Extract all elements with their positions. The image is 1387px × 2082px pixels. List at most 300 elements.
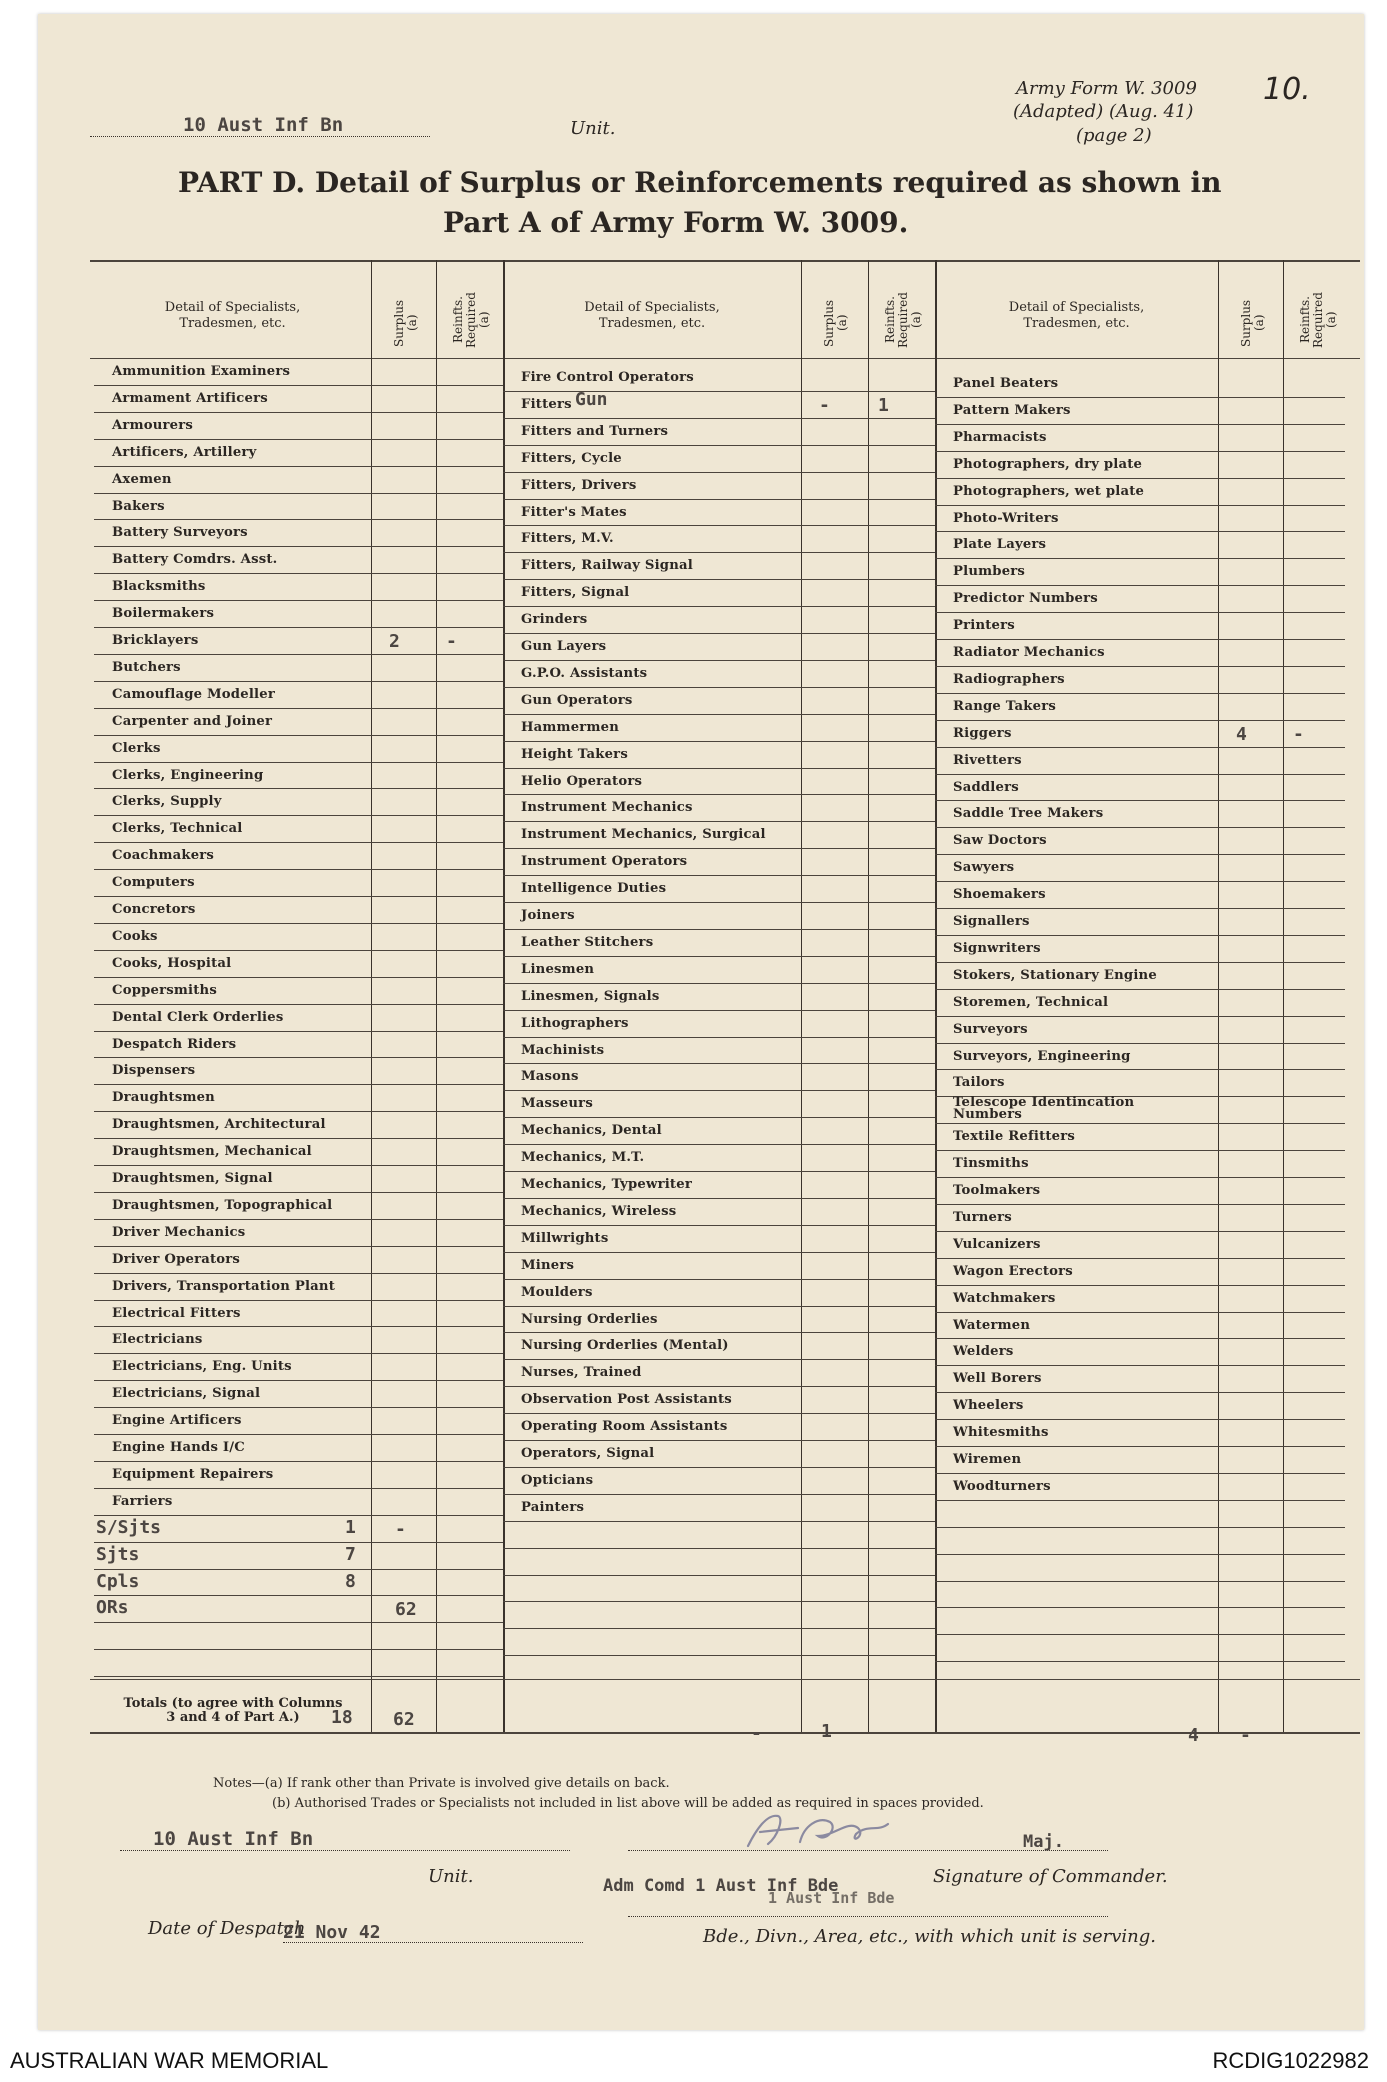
- table-row-line: [94, 1300, 503, 1301]
- table-row-line: [94, 1004, 503, 1005]
- table-row-label: Drivers, Transportation Plant: [112, 1278, 335, 1294]
- table-row-label: Telescope Identincation Numbers: [953, 1095, 1135, 1123]
- table-row-line: [94, 708, 503, 709]
- table-row-label: Bricklayers: [112, 633, 199, 648]
- table-row-line: [935, 1069, 1345, 1070]
- signoff-unit-label: Unit.: [428, 1866, 474, 1887]
- column-divider: [801, 260, 802, 1732]
- table-row-line: [94, 788, 503, 789]
- table-row-line: [935, 935, 1345, 936]
- table-row-line: [503, 1225, 935, 1226]
- reinf-entry: 1: [878, 394, 889, 416]
- table-row-label: Electricians, Eng. Units: [112, 1359, 292, 1375]
- rank-surplus: 8: [345, 1570, 356, 1592]
- table-row-line: [503, 821, 935, 822]
- signoff-unit-value: 10 Aust Inf Bn: [153, 1828, 314, 1850]
- table-row-label: Mechanics, M.T.: [521, 1150, 645, 1166]
- table-row-label: Electricians: [112, 1332, 203, 1348]
- header-reinf: Reinfts. Required (a): [451, 292, 491, 348]
- table-row-label: Photographers, wet plate: [953, 483, 1145, 499]
- table-row-line: [503, 1386, 935, 1387]
- header-detail: Detail of Specialists, Tradesmen, etc.: [584, 300, 720, 331]
- table-row-line: [935, 1123, 1345, 1124]
- header-reinf: Reinfts. Required (a): [1298, 292, 1338, 348]
- table-row-line: [503, 525, 935, 526]
- table-row-label: Toolmakers: [953, 1183, 1041, 1198]
- table-row-label: Battery Surveyors: [112, 525, 248, 541]
- table-row-line: [503, 929, 935, 930]
- table-row-line: [935, 1446, 1345, 1447]
- table-row-line: [94, 385, 503, 386]
- table-row-label: Clerks, Engineering: [112, 767, 264, 783]
- table-row-line: [94, 1488, 503, 1489]
- table-row-label: Draughtsmen: [112, 1090, 215, 1106]
- table-row-line: [935, 1500, 1345, 1501]
- table-row-label: Printers: [953, 618, 1015, 634]
- table-row-line: [94, 546, 503, 547]
- table-row-label: Watermen: [953, 1317, 1031, 1333]
- blank-row-line: [503, 1548, 935, 1549]
- blank-row-line: [935, 1527, 1345, 1528]
- table-row-line: [94, 1057, 503, 1058]
- table-row-line: [935, 1150, 1345, 1151]
- table-row-label: Wagon Erectors: [953, 1263, 1073, 1279]
- header-surplus: Surplus (a): [392, 299, 419, 347]
- table-row-line: [503, 1332, 935, 1333]
- table-row-line: [935, 1312, 1345, 1313]
- date-value: 21 Nov 42: [283, 1922, 381, 1943]
- blank-row-line: [94, 1622, 503, 1623]
- table-row-label: Bakers: [112, 498, 165, 514]
- table-row-label: Lithographers: [521, 1015, 629, 1031]
- table-row-label: Stokers, Stationary Engine: [953, 967, 1157, 983]
- table-row-label: Leather Stitchers: [521, 934, 654, 950]
- table-row-line: [935, 1473, 1345, 1474]
- rank-label: ORs: [96, 1597, 129, 1619]
- table-row-label: Surveyors, Engineering: [953, 1048, 1131, 1064]
- blank-row-line: [935, 1634, 1345, 1635]
- table-row-line: [503, 875, 935, 876]
- blank-row-line: [94, 1569, 503, 1570]
- table-row-line: [94, 923, 503, 924]
- table-row-label: Shoemakers: [953, 887, 1046, 903]
- table-top-border: [90, 260, 1360, 262]
- table-row-line: [94, 654, 503, 655]
- table-row-label: Electrical Fitters: [112, 1305, 241, 1321]
- table-row-label: Blacksmiths: [112, 579, 206, 595]
- table-row-line: [503, 1467, 935, 1468]
- header-detail: Detail of Specialists, Tradesmen, etc.: [164, 300, 301, 331]
- table-row-label: Cooks: [112, 928, 158, 944]
- form-paper: [38, 14, 1364, 2030]
- table-row-label: Helio Operators: [521, 773, 643, 789]
- table-row-label: Armament Artificers: [112, 390, 268, 406]
- table-row-label: Mechanics, Typewriter: [521, 1177, 692, 1192]
- table-row-line: [935, 1285, 1345, 1286]
- table-row-label: Miners: [521, 1257, 575, 1273]
- table-row-line: [94, 1380, 503, 1381]
- table-row-line: [503, 1359, 935, 1360]
- table-row-label: Instrument Mechanics: [521, 800, 693, 816]
- table-row-line: [935, 505, 1345, 506]
- table-row-line: [503, 445, 935, 446]
- table-row-label: Camouflage Modeller: [112, 686, 275, 702]
- table-row-line: [935, 424, 1345, 425]
- totals-label: Totals (to agree with Columns 3 and 4 of Part A.): [123, 1696, 343, 1725]
- table-row-line: [503, 391, 935, 392]
- table-row-label: Nurses, Trained: [521, 1365, 642, 1381]
- table-row-label: Surveyors: [953, 1021, 1028, 1037]
- footer-reference: RCDIG1022982: [1212, 2048, 1369, 2073]
- reinf-entry: -: [446, 631, 457, 652]
- totals-col2-surplus: -: [751, 1723, 762, 1744]
- table-row-label: Equipment Repairers: [112, 1466, 274, 1482]
- table-row-line: [503, 1279, 935, 1280]
- table-row-label: Joiners: [521, 908, 575, 923]
- group-divider: [503, 260, 505, 1732]
- table-row-line: [94, 977, 503, 978]
- table-row-label: Painters: [521, 1499, 585, 1515]
- table-row-line: [94, 735, 503, 736]
- table-row-label: Masons: [521, 1069, 579, 1085]
- table-row-line: [94, 842, 503, 843]
- table-row-label: Draughtsmen, Mechanical: [112, 1144, 312, 1160]
- table-row-line: [935, 1365, 1345, 1366]
- table-row-label: Despatch Riders: [112, 1036, 237, 1052]
- table-row-line: [503, 848, 935, 849]
- table-row-line: [94, 1192, 503, 1193]
- rank-reinf: -: [395, 1518, 406, 1540]
- table-row-line: [503, 687, 935, 688]
- form-number: Army Form W. 3009: [1016, 78, 1197, 99]
- table-row-label: Grinders: [521, 612, 588, 628]
- table-row-line: [935, 827, 1345, 828]
- totals-line: [90, 1679, 1360, 1680]
- column-divider: [1283, 260, 1284, 1732]
- table-row-line: [503, 1198, 935, 1199]
- date-line: [283, 1942, 583, 1943]
- table-row-line: [935, 666, 1345, 667]
- table-row-line: [94, 1111, 503, 1112]
- blank-row-line: [94, 1676, 503, 1677]
- table-row-label: Opticians: [521, 1472, 594, 1488]
- table-row-label: Gun Operators: [521, 692, 633, 708]
- table-row-label: Linesmen, Signals: [521, 988, 660, 1004]
- column-divider: [868, 260, 869, 1732]
- table-row-line: [503, 1010, 935, 1011]
- totals-col2-reinf: 1: [821, 1721, 832, 1742]
- unit-label: Unit.: [570, 118, 616, 139]
- table-row-line: [94, 681, 503, 682]
- table-row-label: Millwrights: [521, 1230, 609, 1246]
- table-row-label: Machinists: [521, 1042, 605, 1058]
- table-row-line: [94, 1138, 503, 1139]
- table-row-label: Fitters, Signal: [521, 585, 630, 601]
- table-row-label: Electricians, Signal: [112, 1386, 261, 1402]
- table-row-label: Instrument Operators: [521, 854, 688, 870]
- table-row-label: Engine Hands I/C: [112, 1440, 245, 1455]
- table-row-label: Mechanics, Dental: [521, 1123, 662, 1139]
- note-b: (b) Authorised Trades or Specialists not included in list above will be added as required in spaces provided.: [272, 1796, 984, 1811]
- table-row-line: [94, 627, 503, 628]
- surplus-entry: 2: [389, 631, 400, 652]
- table-row-line: [935, 720, 1345, 721]
- table-row-line: [503, 1440, 935, 1441]
- table-row-line: [503, 714, 935, 715]
- table-row-line: [503, 1494, 935, 1495]
- blank-row-line: [935, 1607, 1345, 1608]
- signoff-unit-line: [120, 1850, 570, 1851]
- table-row-label: Farriers: [112, 1493, 173, 1509]
- table-row-line: [94, 1031, 503, 1032]
- table-row-label: Range Takers: [953, 698, 1056, 714]
- table-row-label: Fitters and Turners: [521, 423, 669, 439]
- commander-signature: [738, 1806, 908, 1858]
- table-row-label: Predictor Numbers: [953, 591, 1098, 607]
- table-row-line: [503, 579, 935, 580]
- table-row-line: [94, 412, 503, 413]
- table-row-label: Clerks, Supply: [112, 794, 222, 810]
- blank-row-line: [94, 1542, 503, 1543]
- table-row-label: Pattern Makers: [953, 402, 1071, 418]
- table-row-label: Intelligence Duties: [521, 881, 667, 897]
- table-row-label: Axemen: [112, 471, 172, 487]
- table-row-line: [94, 815, 503, 816]
- table-row-label: Hammermen: [521, 719, 619, 735]
- table-row-line: [935, 612, 1345, 613]
- table-row-line: [94, 869, 503, 870]
- table-row-label: Driver Operators: [112, 1251, 241, 1267]
- table-row-label: Sawyers: [953, 860, 1015, 876]
- table-row-line: [935, 1231, 1345, 1232]
- table-row-label: Masseurs: [521, 1096, 593, 1112]
- table-row-line: [94, 950, 503, 951]
- rank-surplus: 1: [345, 1516, 356, 1538]
- table-row-line: [935, 1258, 1345, 1259]
- form-page: (page 2): [1076, 125, 1152, 146]
- table-row-line: [935, 1177, 1345, 1178]
- table-row-label: Driver Mechanics: [112, 1224, 246, 1240]
- formation-line: [628, 1916, 1108, 1917]
- totals-col3-reinf: -: [1240, 1725, 1251, 1746]
- table-row-label: Carpenter and Joiner: [112, 713, 273, 729]
- group-divider: [935, 260, 937, 1732]
- table-row-label: G.P.O. Assistants: [521, 665, 648, 681]
- blank-row-line: [935, 1581, 1345, 1582]
- table-row-label: Wiremen: [953, 1452, 1022, 1467]
- table-row-label: Saddlers: [953, 779, 1019, 795]
- table-row-label: Vulcanizers: [953, 1236, 1041, 1252]
- specialists-table: [38, 14, 1364, 1914]
- table-row-line: [503, 1306, 935, 1307]
- table-row-line: [94, 466, 503, 467]
- table-row-label: Welders: [953, 1344, 1014, 1360]
- table-row-label: Artificers, Artillery: [112, 444, 257, 460]
- table-row-line: [94, 1084, 503, 1085]
- table-row-line: [503, 552, 935, 553]
- table-row-label: Dental Clerk Orderlies: [112, 1009, 284, 1025]
- table-row-line: [935, 747, 1345, 748]
- table-row-label: Panel Beaters: [953, 376, 1059, 391]
- table-row-label: Fitters, Railway Signal: [521, 558, 693, 574]
- signature-label: Signature of Commander.: [933, 1866, 1168, 1887]
- table-row-line: [503, 1252, 935, 1253]
- table-row-label: Photo-Writers: [953, 510, 1059, 526]
- table-row-line: [503, 902, 935, 903]
- table-row-label: Draughtsmen, Signal: [112, 1171, 273, 1186]
- handwritten-note: Gun: [575, 388, 608, 410]
- table-row-label: Linesmen: [521, 961, 595, 977]
- table-row-line: [94, 896, 503, 897]
- table-row-line: [94, 1353, 503, 1354]
- table-row-line: [503, 1521, 935, 1522]
- table-row-line: [935, 585, 1345, 586]
- table-row-line: [503, 660, 935, 661]
- table-row-line: [935, 1392, 1345, 1393]
- table-bottom-border: [90, 1732, 1360, 1734]
- table-row-label: Observation Post Assistants: [521, 1392, 732, 1408]
- table-row-label: Nursing Orderlies (Mental): [521, 1338, 729, 1354]
- table-row-label: Wheelers: [953, 1398, 1024, 1414]
- table-row-line: [503, 1117, 935, 1118]
- table-row-line: [503, 983, 935, 984]
- totals-col3-surplus: 4: [1188, 1725, 1199, 1746]
- table-row-line: [503, 1144, 935, 1145]
- table-row-label: Well Borers: [953, 1371, 1042, 1387]
- formation-stamp: 1 Aust Inf Bde: [768, 1889, 895, 1907]
- table-row-label: Armourers: [112, 417, 194, 433]
- surplus-entry: -: [819, 394, 830, 416]
- table-row-label: Tinsmiths: [953, 1156, 1029, 1172]
- table-row-label: Operating Room Assistants: [521, 1419, 728, 1435]
- table-row-label: Plate Layers: [953, 537, 1047, 553]
- table-row-line: [94, 1434, 503, 1435]
- table-row-label: Turners: [953, 1209, 1012, 1225]
- table-row-label: Dispensers: [112, 1063, 196, 1079]
- table-row-line: [935, 881, 1345, 882]
- blank-row-line: [503, 1575, 935, 1576]
- table-row-line: [935, 478, 1345, 479]
- table-row-line: [503, 1413, 935, 1414]
- rank-surplus: 7: [345, 1543, 356, 1565]
- table-row-label: Coppersmiths: [112, 982, 217, 998]
- table-row-label: Operators, Signal: [521, 1446, 655, 1461]
- rank-label: Sjts: [96, 1543, 140, 1565]
- rank-label: Cpls: [96, 1570, 140, 1592]
- header-surplus: Surplus (a): [822, 299, 849, 347]
- table-row-label: Fitter's Mates: [521, 504, 627, 520]
- table-row-label: Whitesmiths: [953, 1425, 1049, 1441]
- table-row-label: Computers: [112, 875, 195, 891]
- table-row-label: Radiographers: [953, 671, 1065, 687]
- table-row-label: Fire Control Operators: [521, 370, 694, 385]
- table-row-line: [503, 499, 935, 500]
- table-row-label: Concretors: [112, 902, 196, 917]
- column-divider: [371, 260, 372, 1732]
- table-row-label: Mechanics, Wireless: [521, 1203, 677, 1219]
- table-row-label: Saddle Tree Makers: [953, 806, 1104, 822]
- table-row-label: Signwriters: [953, 940, 1041, 956]
- table-row-line: [935, 1043, 1345, 1044]
- blank-row-line: [935, 1661, 1345, 1662]
- table-row-line: [503, 1037, 935, 1038]
- table-row-label: Radiator Mechanics: [953, 645, 1105, 660]
- table-row-label: Pharmacists: [953, 429, 1047, 445]
- table-row-label: Signallers: [953, 914, 1030, 929]
- page-subtitle: Part A of Army Form W. 3009.: [443, 206, 909, 239]
- folio-number: 10.: [1263, 72, 1311, 107]
- table-row-line: [94, 1273, 503, 1274]
- table-row-label: Butchers: [112, 659, 181, 675]
- table-row-line: [94, 1326, 503, 1327]
- blank-row-line: [935, 1554, 1345, 1555]
- blank-row-line: [503, 1655, 935, 1656]
- table-row-line: [935, 451, 1345, 452]
- table-row-label: Cooks, Hospital: [112, 955, 232, 971]
- table-row-line: [94, 762, 503, 763]
- table-row-line: [935, 1338, 1345, 1339]
- table-row-label: Moulders: [521, 1284, 593, 1300]
- table-row-line: [503, 1171, 935, 1172]
- blank-row-line: [503, 1601, 935, 1602]
- table-row-label: Rivetters: [953, 752, 1022, 768]
- table-row-label: Engine Artificers: [112, 1413, 242, 1429]
- table-row-line: [935, 639, 1345, 640]
- header-reinf: Reinfts. Required (a): [883, 292, 923, 348]
- table-row-line: [935, 397, 1345, 398]
- form-adapted: (Adapted) (Aug. 41): [1013, 101, 1194, 122]
- table-row-label: Coachmakers: [112, 848, 215, 864]
- date-label: Date of Despatch: [148, 1918, 306, 1939]
- table-row-line: [94, 573, 503, 574]
- column-divider: [1218, 260, 1219, 1732]
- signature-rank: Maj.: [1023, 1832, 1064, 1852]
- table-row-line: [935, 531, 1345, 532]
- table-row-label: Photographers, dry plate: [953, 456, 1143, 472]
- table-row-line: [94, 600, 503, 601]
- table-row-line: [94, 1515, 503, 1516]
- table-row-label: Textile Refitters: [953, 1129, 1076, 1145]
- table-row-label: Boilermakers: [112, 606, 215, 622]
- table-row-label: Woodturners: [953, 1478, 1051, 1494]
- reinf-entry: -: [1293, 723, 1304, 745]
- header-surplus: Surplus (a): [1239, 299, 1266, 347]
- totals-col1-reinf: 62: [393, 1709, 415, 1730]
- table-row-line: [94, 493, 503, 494]
- formation-value: Adm Comd 1 Aust Inf Bde: [603, 1876, 839, 1896]
- table-row-line: [935, 693, 1345, 694]
- table-row-line: [503, 956, 935, 957]
- table-row-line: [503, 741, 935, 742]
- table-row-line: [94, 1407, 503, 1408]
- unit-value: 10 Aust Inf Bn: [183, 114, 344, 136]
- table-row-label: Clerks: [112, 740, 161, 756]
- table-row-line: [503, 1090, 935, 1091]
- blank-row-line: [503, 1628, 935, 1629]
- rank-reinf: 62: [395, 1599, 417, 1621]
- table-row-line: [935, 1204, 1345, 1205]
- table-row-label: Watchmakers: [953, 1290, 1056, 1306]
- table-row-label: Nursing Orderlies: [521, 1311, 658, 1327]
- formation-label: Bde., Divn., Area, etc., with which unit is serving.: [703, 1926, 1156, 1947]
- table-row-label: Riggers: [953, 725, 1012, 741]
- table-row-line: [503, 472, 935, 473]
- table-row-line: [94, 1219, 503, 1220]
- surplus-entry: 4: [1236, 723, 1247, 745]
- footer-archive-name: AUSTRALIAN WAR MEMORIAL: [10, 2048, 329, 2073]
- table-row-line: [935, 558, 1345, 559]
- table-row-label: Saw Doctors: [953, 833, 1047, 849]
